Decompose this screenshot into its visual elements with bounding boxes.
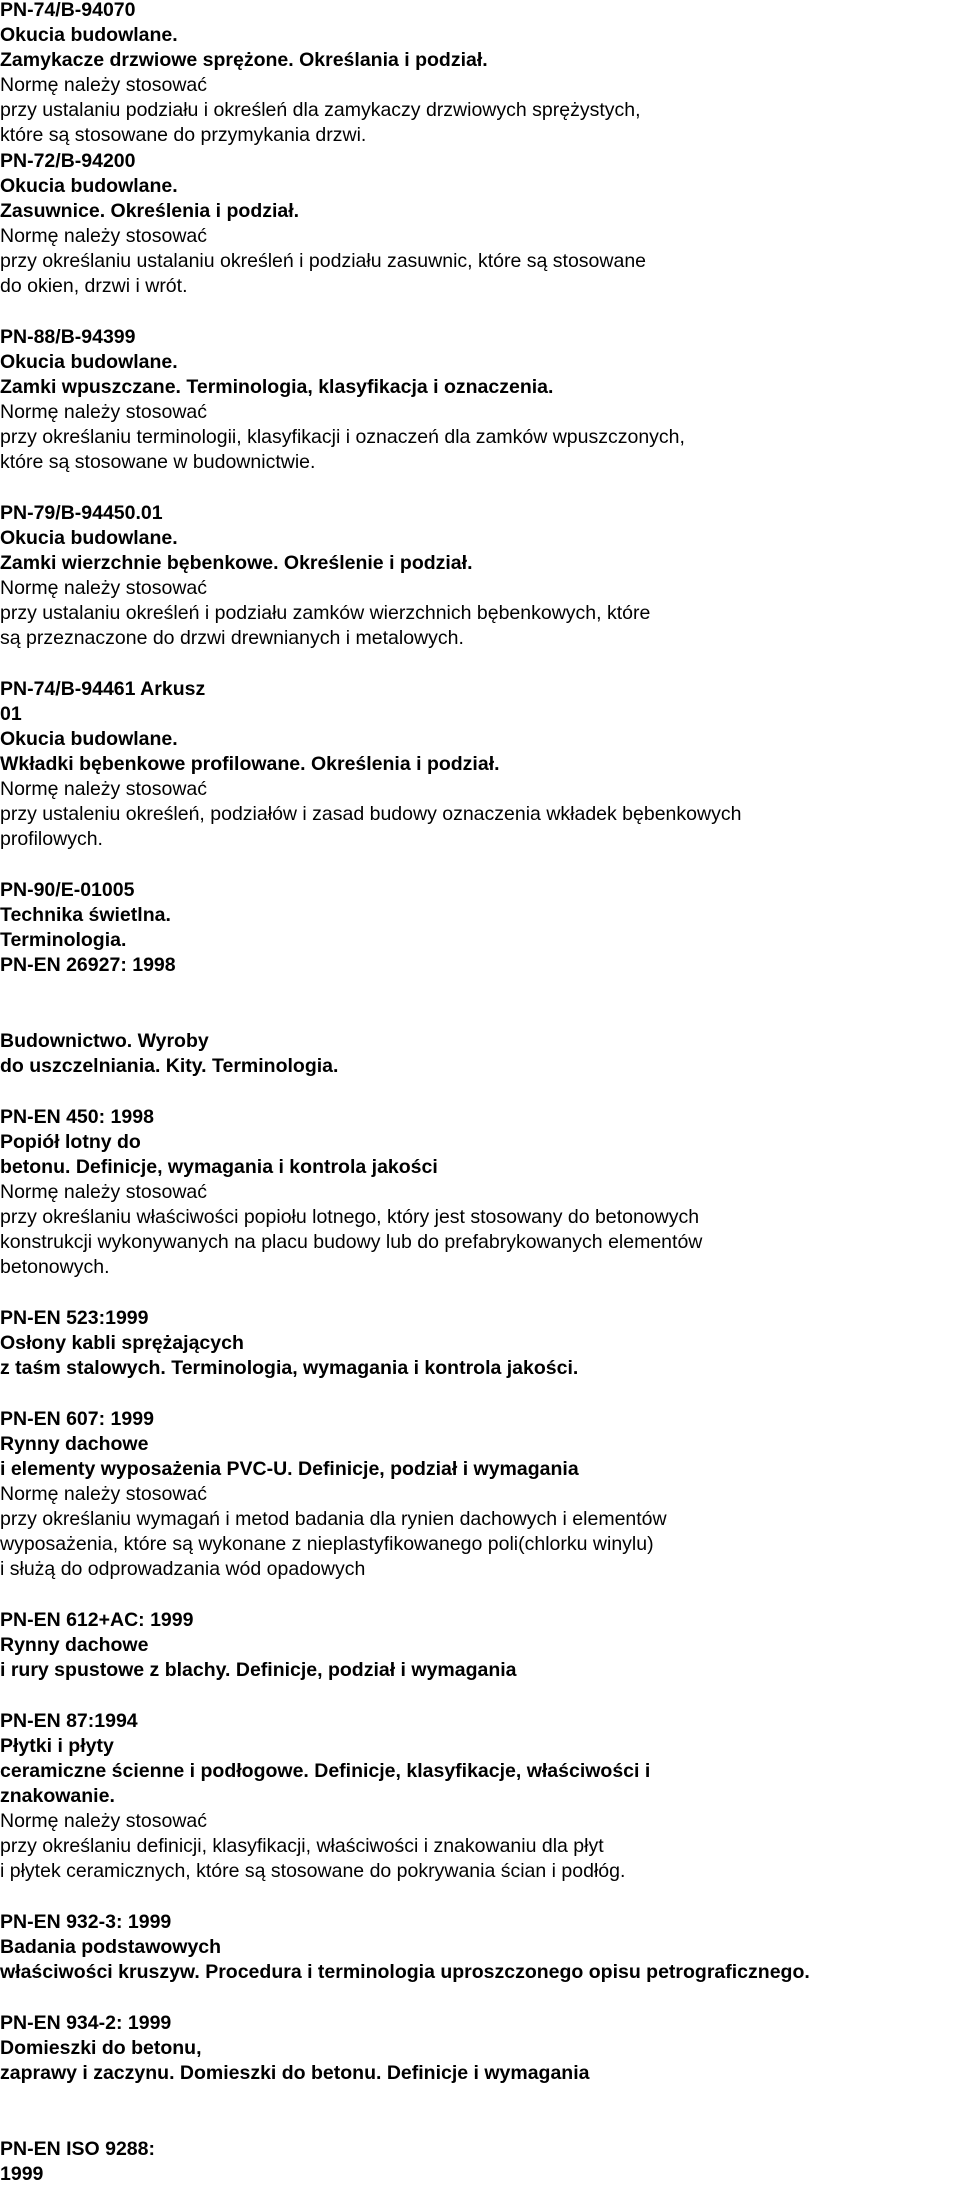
- standard-subject: Technika świetlna.: [0, 904, 171, 926]
- standard-subject: Okucia budowlane.: [0, 351, 178, 373]
- usage-label: Normę należy stosować: [0, 1483, 207, 1505]
- description-line: są przeznaczone do drzwi drewnianych i metalowych.: [0, 627, 464, 649]
- standard-title: Zamki wierzchnie bębenkowe. Określenie i podział.: [0, 552, 473, 574]
- standard-title: betonu. Definicje, wymagania i kontrola jakości: [0, 1156, 438, 1178]
- standard-code: PN-74/B-94461 Arkusz: [0, 678, 206, 700]
- standard-title: do uszczelniania. Kity. Terminologia.: [0, 1055, 339, 1077]
- description-line: przy określaniu terminologii, klasyfikacji i oznaczeń dla zamków wpuszczonych,: [0, 426, 685, 448]
- standard-title: Zasuwnice. Określenia i podział.: [0, 200, 300, 222]
- description-line: przy ustalaniu podziału i określeń dla zamykaczy drzwiowych sprężystych,: [0, 99, 641, 121]
- standard-title: z taśm stalowych. Terminologia, wymagania i kontrola jakości.: [0, 1357, 579, 1379]
- standard-title: właściwości kruszyw. Procedura i terminologia uproszczonego opisu petrograficznego.: [0, 1961, 810, 1983]
- standard-title: Zamki wpuszczane. Terminologia, klasyfikacja i oznaczenia.: [0, 376, 554, 398]
- standard-code: PN-EN ISO 9288:: [0, 2138, 155, 2160]
- description-line: i płytek ceramicznych, które są stosowane do pokrywania ścian i podłóg.: [0, 1860, 626, 1882]
- description-line: konstrukcji wykonywanych na placu budowy lub do prefabrykowanych elementów: [0, 1231, 703, 1253]
- description-line: przy określaniu wymagań i metod badania dla rynien dachowych i elementów: [0, 1508, 667, 1530]
- usage-label: Normę należy stosować: [0, 577, 207, 599]
- standard-code: PN-EN 612+AC: 1999: [0, 1609, 194, 1631]
- description-line: przy określaniu właściwości popiołu lotnego, który jest stosowany do betonowych: [0, 1206, 700, 1228]
- standard-code: PN-EN 932-3: 1999: [0, 1911, 172, 1933]
- standard-code: PN-EN 523:1999: [0, 1307, 149, 1329]
- description-line: które są stosowane w budownictwie.: [0, 451, 316, 473]
- description-line: wyposażenia, które są wykonane z nieplastyfikowanego poli(chlorku winylu): [0, 1533, 654, 1555]
- standard-title: Wkładki bębenkowe profilowane. Określenia i podział.: [0, 753, 500, 775]
- description-line: przy ustalaniu określeń i podziału zamków wierzchnich bębenkowych, które: [0, 602, 651, 624]
- standard-code: PN-EN 934-2: 1999: [0, 2012, 172, 2034]
- standard-code: PN-72/B-94200: [0, 150, 136, 172]
- standard-title: Budownictwo. Wyroby: [0, 1030, 209, 1052]
- standard-title: Popiół lotny do: [0, 1131, 141, 1153]
- standard-subject: Okucia budowlane.: [0, 527, 178, 549]
- standard-code: PN-88/B-94399: [0, 326, 136, 348]
- standard-title: ceramiczne ścienne i podłogowe. Definicje, klasyfikacje, właściwości i: [0, 1760, 651, 1782]
- usage-label: Normę należy stosować: [0, 225, 207, 247]
- standard-title: i rury spustowe z blachy. Definicje, podział i wymagania: [0, 1659, 517, 1681]
- description-line: przy ustaleniu określeń, podziałów i zasad budowy oznaczenia wkładek bębenkowych: [0, 803, 742, 825]
- standard-title: Terminologia.: [0, 929, 127, 951]
- usage-label: Normę należy stosować: [0, 778, 207, 800]
- standard-code: PN-EN 450: 1998: [0, 1106, 154, 1128]
- standard-code: PN-90/E-01005: [0, 879, 135, 901]
- usage-label: Normę należy stosować: [0, 74, 207, 96]
- description-line: profilowych.: [0, 828, 103, 850]
- standard-subject: Okucia budowlane.: [0, 175, 178, 197]
- description-line: i służą do odprowadzania wód opadowych: [0, 1558, 366, 1580]
- standard-title: Zamykacze drzwiowe sprężone. Określania i podział.: [0, 49, 488, 71]
- standard-title: i elementy wyposażenia PVC-U. Definicje, podział i wymagania: [0, 1458, 579, 1480]
- description-line: przy określaniu definicji, klasyfikacji, właściwości i znakowaniu dla płyt: [0, 1835, 604, 1857]
- standard-subject: Okucia budowlane.: [0, 728, 178, 750]
- description-line: do okien, drzwi i wrót.: [0, 275, 188, 297]
- standard-code: PN-EN 607: 1999: [0, 1408, 154, 1430]
- usage-label: Normę należy stosować: [0, 1810, 207, 1832]
- standard-title: Osłony kabli sprężających: [0, 1332, 244, 1354]
- standard-title: Rynny dachowe: [0, 1433, 149, 1455]
- standard-code: PN-EN 87:1994: [0, 1710, 138, 1732]
- standard-title: Rynny dachowe: [0, 1634, 149, 1656]
- standard-code: 01: [0, 703, 22, 725]
- description-line: betonowych.: [0, 1256, 110, 1278]
- standard-subject: Okucia budowlane.: [0, 24, 178, 46]
- standard-code: PN-79/B-94450.01: [0, 502, 163, 524]
- standard-title: znakowanie.: [0, 1785, 115, 1807]
- description-line: które są stosowane do przymykania drzwi.: [0, 124, 367, 146]
- standard-code: 1999: [0, 2163, 44, 2185]
- standard-title: zaprawy i zaczynu. Domieszki do betonu. Definicje i wymagania: [0, 2062, 590, 2084]
- usage-label: Normę należy stosować: [0, 401, 207, 423]
- usage-label: Normę należy stosować: [0, 1181, 207, 1203]
- standard-title: Płytki i płyty: [0, 1735, 114, 1757]
- standard-title: Domieszki do betonu,: [0, 2037, 202, 2059]
- standard-title: Badania podstawowych: [0, 1936, 222, 1958]
- description-line: przy określaniu ustalaniu określeń i podziału zasuwnic, które są stosowane: [0, 250, 647, 272]
- standard-code: PN-EN 26927: 1998: [0, 954, 176, 976]
- standard-code: PN-74/B-94070: [0, 0, 136, 21]
